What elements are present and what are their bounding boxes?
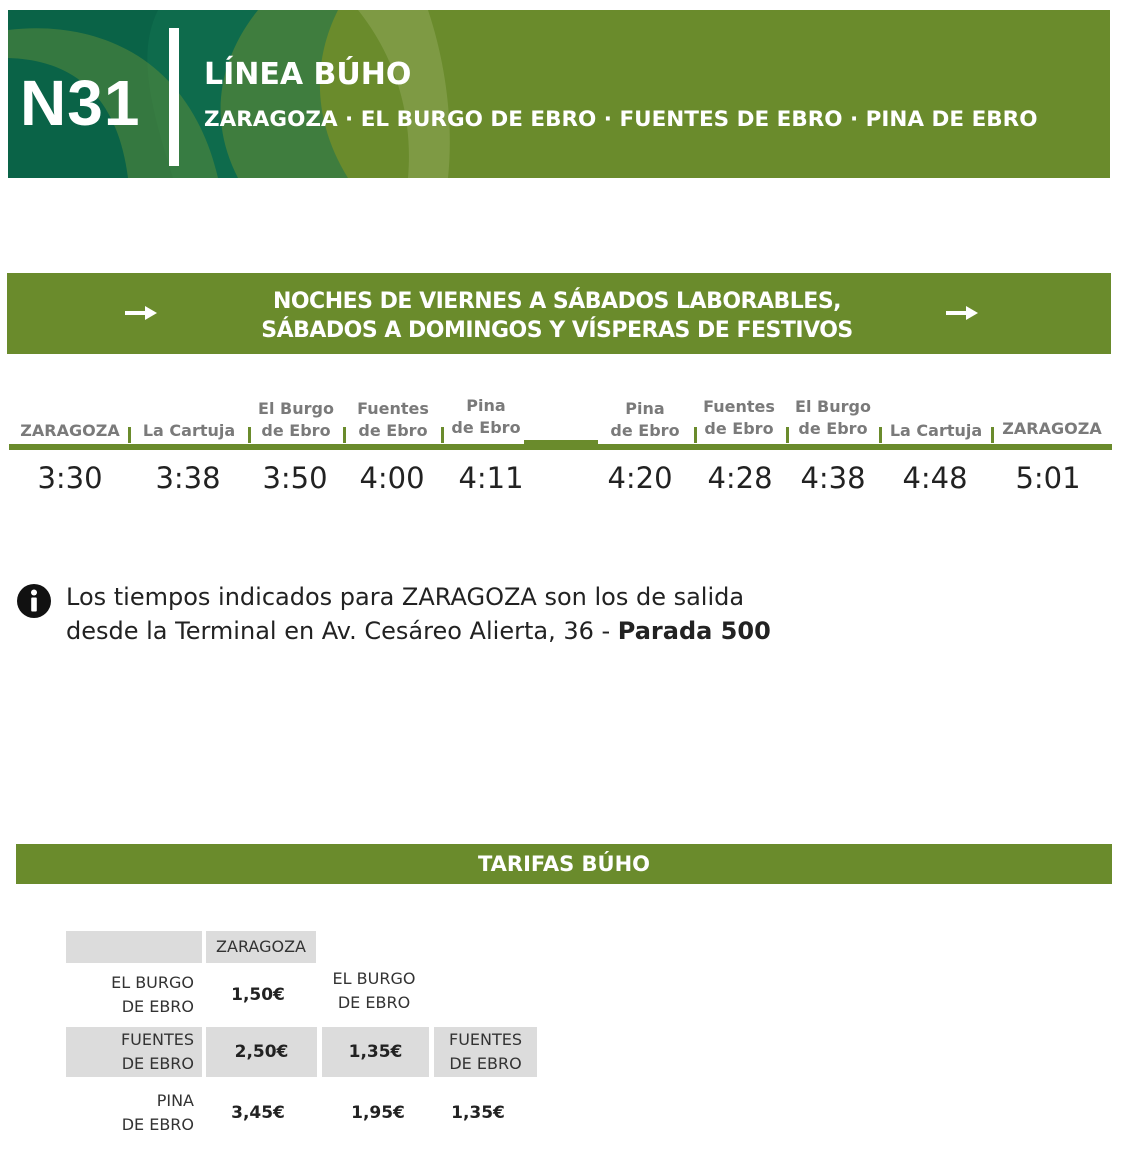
stop-tick xyxy=(128,427,131,443)
header-divider xyxy=(169,28,179,166)
line-code: N31 xyxy=(20,67,141,139)
departure-time: 4:11 xyxy=(458,461,524,495)
fare-price: 3,45€ xyxy=(231,1103,285,1123)
stop-header: El Burgo de Ebro xyxy=(795,397,871,438)
departure-time: 4:20 xyxy=(607,461,673,495)
stop-header: Fuentes de Ebro xyxy=(703,397,775,438)
arrow-right-icon xyxy=(946,305,978,321)
stop-header: Pina de Ebro xyxy=(451,396,521,437)
info-note: Los tiempos indicados para ZARAGOZA son los de salida desde la Terminal en Av. Cesáreo Alierta, 36 - Parada 500 xyxy=(66,583,771,645)
stop-tick xyxy=(991,427,994,443)
stop-header: Pina de Ebro xyxy=(610,399,680,440)
stop-header: Fuentes de Ebro xyxy=(357,399,429,440)
fare-price: 1,35€ xyxy=(451,1103,505,1123)
fare-column-header: ZARAGOZA xyxy=(206,931,316,963)
fare-row-label: PINA DE EBRO xyxy=(121,1091,194,1134)
departure-time: 4:00 xyxy=(359,461,425,495)
timeline-line xyxy=(9,444,1112,450)
stop-header: ZARAGOZA xyxy=(1002,419,1102,438)
departure-time: 5:01 xyxy=(1015,461,1081,495)
fares-section-bar: TARIFAS BÚHO xyxy=(16,844,1112,884)
fare-row-label: EL BURGO DE EBRO xyxy=(111,973,194,1016)
line-header-banner xyxy=(8,10,1110,178)
fare-column-header: FUENTES DE EBRO xyxy=(434,1027,537,1077)
departure-time: 4:38 xyxy=(800,461,866,495)
schedule-section-bar xyxy=(7,273,1111,354)
departure-time: 3:38 xyxy=(155,461,221,495)
info-icon xyxy=(17,584,51,618)
departure-time: 3:50 xyxy=(262,461,328,495)
departure-time: 3:30 xyxy=(37,461,103,495)
line-route: ZARAGOZA · EL BURGO DE EBRO · FUENTES DE EBRO · PINA DE EBRO xyxy=(204,107,1038,132)
fare-column-header: EL BURGO DE EBRO xyxy=(332,969,416,1012)
departure-time: 4:28 xyxy=(707,461,773,495)
departure-time: 4:48 xyxy=(902,461,968,495)
stop-header: ZARAGOZA xyxy=(20,421,120,440)
fare-row-label: FUENTES DE EBRO xyxy=(66,1027,202,1077)
fare-corner-cell xyxy=(66,931,202,963)
fare-price: 1,50€ xyxy=(231,985,285,1005)
schedule-title: NOCHES DE VIERNES A SÁBADOS LABORABLES, SÁBADOS A DOMINGOS Y VÍSPERAS DE FESTIVOS xyxy=(261,289,853,343)
line-title: LÍNEA BÚHO xyxy=(204,57,412,92)
stop-header: La Cartuja xyxy=(142,421,236,440)
fare-price: 1,35€ xyxy=(322,1027,429,1077)
fare-price: 2,50€ xyxy=(206,1027,317,1077)
stop-header: La Cartuja xyxy=(889,421,983,440)
fare-price: 1,95€ xyxy=(351,1103,405,1123)
stop-header: El Burgo de Ebro xyxy=(258,399,334,440)
